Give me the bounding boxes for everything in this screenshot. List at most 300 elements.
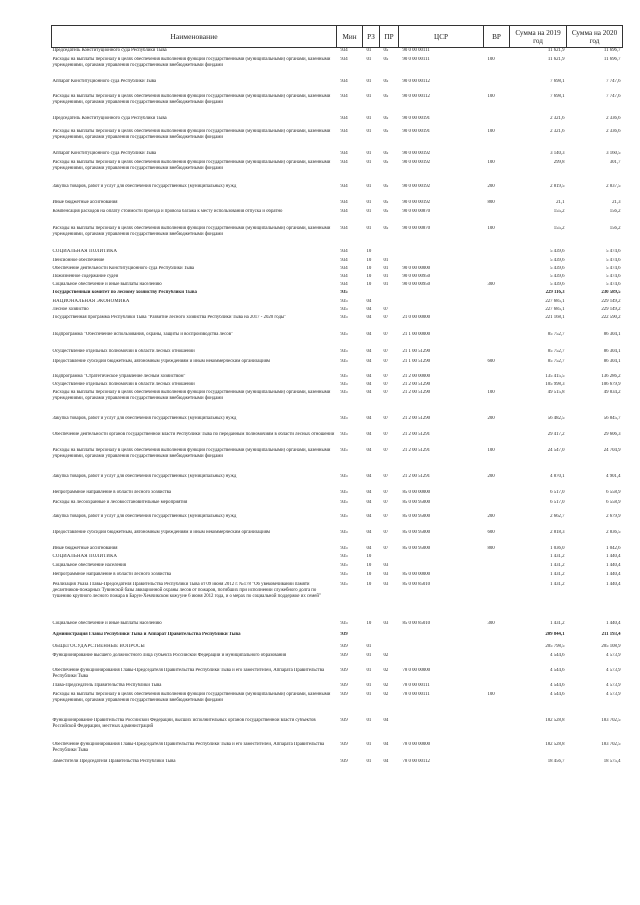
row-csr: 85 0 00 95000 — [402, 545, 431, 551]
row-sum-2020: 136 286,2 — [601, 373, 621, 379]
row-min: 934 — [340, 265, 348, 271]
row-sum-2020: 4 573,9 — [606, 652, 621, 658]
table-row — [52, 554, 623, 563]
row-name: Социальное обеспечение и иные выплаты населению — [52, 281, 162, 287]
table-row — [52, 184, 623, 200]
row-pr — [380, 644, 399, 653]
row-vr — [484, 632, 510, 644]
row-min: 939 — [340, 631, 348, 637]
row-sum-2020: 4 573,9 — [606, 682, 621, 688]
table-row — [52, 307, 623, 315]
row-min: 939 — [340, 652, 348, 658]
row-sum-2019: 1 431,2 — [550, 620, 565, 626]
row-pr: 07 — [383, 545, 389, 551]
row-sum-2020: 6 558,9 — [606, 499, 621, 505]
row-sum-2020: 1 440,4 — [606, 581, 621, 587]
row-name: Непрограммное направление в области лесного хозяйства — [52, 571, 172, 577]
row-sum-2020: 11 696,7 — [603, 56, 621, 62]
row-csr: 21 0 00 00000 — [402, 314, 431, 320]
row-pr: 03 — [383, 571, 389, 577]
row-csr — [399, 563, 484, 572]
row-csr: 90 0 00 00950 — [402, 273, 431, 279]
table-row — [52, 621, 623, 632]
row-sum-2019: 11 621,9 — [547, 48, 565, 53]
row-pr: 03 — [383, 562, 389, 568]
row-rz — [363, 632, 380, 644]
row-name: ОБЩЕГОСУДАРСТВЕННЫЕ ВОПРОСЫ — [52, 643, 145, 649]
row-csr — [399, 290, 484, 299]
table-row — [52, 668, 623, 683]
row-csr — [399, 258, 484, 266]
row-rz: 01 — [366, 199, 372, 205]
row-vr — [484, 572, 510, 582]
row-sum-2019: 182 528,8 — [545, 717, 565, 723]
row-pr: 05 — [383, 56, 389, 62]
row-sum-2019: 2 818,3 — [550, 529, 565, 535]
row-sum-2020: 86 304,1 — [603, 348, 621, 354]
row-name: Заместители Председателя Правительства Республики Тыва — [52, 758, 176, 764]
table-row — [52, 332, 623, 349]
row-sum-2020: 5 474,6 — [606, 281, 621, 287]
row-sum-2019: 18 456,7 — [547, 758, 565, 764]
table-row — [52, 79, 623, 94]
row-name: Иные бюджетные ассигнования — [52, 545, 118, 551]
row-sum-2019: 5 439,6 — [550, 273, 565, 279]
row-sum-2020: 56 845,7 — [603, 415, 621, 421]
row-sum-2019: 227 685,1 — [545, 298, 565, 304]
row-min: 934 — [340, 248, 348, 254]
row-rz: 01 — [366, 667, 372, 673]
row-sum-2019: 221 168,1 — [545, 314, 565, 320]
row-rz: 04 — [366, 473, 372, 479]
row-pr: 07 — [383, 348, 389, 354]
table-row — [52, 160, 623, 184]
row-csr — [399, 653, 484, 668]
row-csr: 78 0 00 00112 — [402, 758, 430, 764]
row-sum-2020: 24 704,9 — [603, 447, 621, 453]
row-csr: 85 0 00 00000 — [402, 571, 431, 577]
row-min: 939 — [340, 667, 348, 673]
row-csr: 90 0 00 00870 — [402, 208, 431, 214]
row-vr: 100 — [487, 389, 495, 395]
table-row — [52, 563, 623, 572]
row-sum-2019: 1 431,2 — [550, 581, 565, 587]
row-sum-2020: 2 336,6 — [606, 128, 621, 134]
row-rz: 01 — [366, 225, 372, 231]
row-sum-2019: 155,2 — [553, 225, 565, 231]
row-vr: 800 — [487, 545, 495, 551]
row-csr: 85 0 00 85010 — [402, 620, 431, 626]
row-pr — [380, 554, 399, 563]
row-rz: 10 — [366, 265, 372, 271]
row-min: 939 — [340, 741, 348, 747]
row-name: Обеспечение функционирования Главы-Председателя Правительства Республики Тыва и его заместителей, Аппарата Правительства Республики Тыва — [52, 667, 325, 679]
row-min: 934 — [340, 273, 348, 279]
row-name: Администрация Главы Республики Тыва и Аппарат Правительства Республики Тыва — [52, 631, 241, 637]
row-name: Иные бюджетные ассигнования — [52, 199, 118, 205]
row-min: 935 — [340, 620, 348, 626]
table-body — [52, 48, 623, 768]
row-vr: 600 — [487, 529, 495, 535]
row-rz: 01 — [366, 93, 372, 99]
row-sum-2020: 4 901,4 — [606, 473, 621, 479]
table-row — [52, 274, 623, 282]
row-rz: 10 — [366, 620, 372, 626]
row-rz: 04 — [366, 545, 372, 551]
row-min: 935 — [340, 447, 348, 453]
row-pr: 07 — [383, 447, 389, 453]
row-rz: 01 — [366, 652, 372, 658]
row-min: 934 — [340, 183, 348, 189]
row-vr — [484, 683, 510, 692]
table-row — [52, 500, 623, 514]
row-sum-2019: 4 544,6 — [550, 652, 565, 658]
row-sum-2020: 211 193,4 — [601, 631, 621, 637]
row-name: Закупка товаров, работ и услуг для обеспечения государственных (муниципальных) нужд — [52, 513, 237, 519]
row-vr — [484, 116, 510, 129]
row-min: 935 — [340, 415, 348, 421]
header-min: Мин — [337, 26, 363, 48]
row-min: 935 — [340, 358, 348, 364]
row-csr: 85 0 00 95000 — [402, 499, 431, 505]
row-vr — [484, 209, 510, 226]
row-rz: 01 — [366, 48, 372, 53]
row-min: 935 — [340, 348, 348, 354]
row-rz: 01 — [366, 691, 372, 697]
row-sum-2019: 11 621,9 — [547, 56, 565, 62]
row-pr: 07 — [383, 358, 389, 364]
row-min: 935 — [340, 545, 348, 551]
row-min: 934 — [340, 225, 348, 231]
table-row — [52, 432, 623, 448]
row-sum-2020: 1 440,4 — [606, 553, 621, 559]
row-sum-2019: 29 417,2 — [547, 431, 565, 437]
row-pr: 05 — [383, 208, 389, 214]
table-row — [52, 390, 623, 416]
row-sum-2020: 11 696,7 — [603, 48, 621, 53]
row-min: 935 — [340, 562, 348, 568]
row-sum-2019: 2 662,7 — [550, 513, 565, 519]
row-csr — [399, 307, 484, 315]
budget-table-sheet — [51, 25, 622, 768]
row-vr: 200 — [487, 183, 495, 189]
row-csr: 90 0 00 00192 — [402, 183, 431, 189]
table-row — [52, 226, 623, 249]
row-name: Функционирование Правительства Российской Федерации, высших исполнительных органов государственной власти субъектов Российской Федерации, местных администраций — [52, 717, 316, 729]
row-name: Закупка товаров, работ и услуг для обеспечения государственных (муниципальных) нужд — [52, 183, 237, 189]
row-pr: 07 — [383, 415, 389, 421]
row-pr: 02 — [383, 667, 389, 673]
row-sum-2020: 5 474,6 — [606, 273, 621, 279]
row-csr: 21 2 00 51290 — [402, 389, 431, 395]
table-row — [52, 382, 623, 390]
row-sum-2019: 105 998,3 — [545, 381, 565, 387]
row-csr: 90 0 00 00870 — [402, 225, 431, 231]
row-rz: 04 — [366, 306, 372, 312]
row-sum-2019: 6 517,0 — [550, 499, 565, 505]
row-sum-2019: 3 140,3 — [550, 150, 565, 156]
row-pr: 05 — [383, 183, 389, 189]
row-pr: 03 — [383, 581, 389, 587]
row-sum-2019: 182 528,8 — [545, 741, 565, 747]
row-sum-2020: 86 304,1 — [603, 331, 621, 337]
row-rz: 01 — [366, 717, 372, 723]
row-sum-2019: 205 798,5 — [545, 643, 565, 649]
row-name: Реализация Указа Главы-Председателя Правительства Республики Тыва от 09 июня 2012 г. №178 "Об увековечивании памяти десантников-пожарных Тувинской базы авиационной охраны лесов от пожаров, погибших при исполнении служебного долга по тушению крупного лесного пожара в Барун-Хемчикском кожууне 6 июня 2012 года, и о мерах по социальной поддержке их семей" — [52, 581, 321, 599]
row-sum-2020: 1 440,4 — [606, 620, 621, 626]
row-min: 935 — [340, 298, 348, 304]
row-pr — [380, 632, 399, 644]
row-csr: 21 2 00 51290 — [402, 381, 431, 387]
row-vr — [484, 349, 510, 359]
row-vr: 800 — [487, 199, 495, 205]
row-sum-2019: 1 431,2 — [550, 553, 565, 559]
table-row — [52, 57, 623, 79]
row-name: Социальное обеспечение и иные выплаты населению — [52, 620, 162, 626]
row-csr: 90 0 00 00950 — [402, 281, 431, 287]
row-sum-2019: 24 547,0 — [547, 447, 565, 453]
row-sum-2019: 299,8 — [553, 159, 565, 165]
row-csr: 21 2 00 51291 — [402, 431, 431, 437]
row-vr — [484, 290, 510, 299]
row-min: 935 — [340, 571, 348, 577]
row-rz: 10 — [366, 571, 372, 577]
row-vr — [484, 249, 510, 258]
row-vr — [484, 563, 510, 572]
row-min: 935 — [340, 581, 348, 587]
row-name: СОЦИАЛЬНАЯ ПОЛИТИКА — [52, 553, 118, 559]
row-pr: 05 — [383, 225, 389, 231]
row-sum-2020: 183 702,5 — [601, 717, 621, 723]
row-name: Обеспечение функционирования Главы-Председателя Правительства Республики Тыва и его заместителей, Аппарата Правительства Республики Тыва — [52, 741, 325, 753]
row-sum-2020: 156,2 — [609, 208, 621, 214]
row-sum-2020: 301,7 — [609, 159, 621, 165]
row-name: Расходы на выплаты персоналу в целях обеспечения выполнения функций государственными (муниципальными) органами, казенными учреждениями, органами управления государственными внебюджетными фондами — [52, 225, 331, 237]
row-vr — [484, 582, 510, 621]
row-sum-2019: 85 752,7 — [547, 358, 565, 364]
row-name: Расходы на выплаты персоналу в целях обеспечения выполнения функций государственными (муниципальными) органами, казенными учреждениями, органами управления государственными внебюджетными фондами — [52, 56, 331, 68]
row-sum-2020: 1 440,4 — [606, 571, 621, 577]
row-min: 934 — [340, 48, 348, 53]
row-csr — [399, 554, 484, 563]
row-sum-2019: 85 752,7 — [547, 331, 565, 337]
row-vr — [484, 315, 510, 332]
row-min: 935 — [340, 499, 348, 505]
row-pr: 07 — [383, 489, 389, 495]
row-vr — [484, 668, 510, 683]
row-rz — [363, 290, 380, 299]
row-sum-2020: 229 149,2 — [601, 306, 621, 312]
row-min: 935 — [340, 473, 348, 479]
table-row — [52, 151, 623, 160]
row-sum-2019: 4 544,6 — [550, 667, 565, 673]
table-row — [52, 349, 623, 359]
row-pr: 05 — [383, 150, 389, 156]
row-min: 935 — [340, 553, 348, 559]
header-rz: РЗ — [363, 26, 380, 48]
row-vr: 100 — [487, 93, 495, 99]
row-vr — [484, 258, 510, 266]
row-min: 935 — [340, 331, 348, 337]
row-pr: 05 — [383, 128, 389, 134]
row-name: Осуществление отдельных полномочий в области лесных отношений — [52, 381, 195, 387]
row-sum-2020: 205 108,9 — [601, 643, 621, 649]
row-min: 939 — [340, 682, 348, 688]
row-sum-2019: 2 321,6 — [550, 128, 565, 134]
row-vr — [484, 79, 510, 94]
row-min: 939 — [340, 643, 348, 649]
row-sum-2020: 4 573,9 — [606, 667, 621, 673]
row-sum-2019: 85 752,7 — [547, 348, 565, 354]
table-row — [52, 644, 623, 653]
row-name: НАЦИОНАЛЬНАЯ ЭКОНОМИКА — [52, 298, 130, 304]
row-rz: 04 — [366, 389, 372, 395]
row-sum-2020: 106 679,9 — [601, 381, 621, 387]
row-csr: 78 0 00 00000 — [402, 741, 431, 747]
row-min: 939 — [340, 691, 348, 697]
row-rz: 04 — [366, 499, 372, 505]
row-rz: 04 — [366, 431, 372, 437]
row-sum-2020: 2 336,6 — [606, 115, 621, 121]
row-csr: 85 0 00 95000 — [402, 529, 431, 535]
row-sum-2020: 7 747,6 — [606, 93, 621, 99]
budget-table — [51, 25, 623, 768]
row-pr: 04 — [383, 717, 389, 723]
row-pr: 07 — [383, 499, 389, 505]
row-name: Государственный комитет по лесному хозяйству Республики Тыва — [52, 289, 197, 295]
row-sum-2020: 230 589,5 — [601, 289, 621, 295]
row-vr — [484, 266, 510, 274]
row-csr: 90 0 00 00112 — [402, 93, 430, 99]
table-header — [52, 26, 623, 48]
row-pr: 05 — [383, 115, 389, 121]
table-row — [52, 266, 623, 274]
row-sum-2019: 5 439,6 — [550, 265, 565, 271]
row-name: Расходы на выплаты персоналу в целях обеспечения выполнения функций государственными (муниципальными) органами, казенными учреждениями, органами управления государственными внебюджетными фондами — [52, 389, 331, 401]
table-row — [52, 290, 623, 299]
row-sum-2019: 4 870,1 — [550, 473, 565, 479]
row-sum-2020: 21,3 — [612, 199, 621, 205]
row-name: Лесное хозяйство — [52, 306, 89, 312]
row-vr: 200 — [487, 513, 495, 519]
row-rz: 10 — [366, 257, 372, 263]
row-csr: 21 2 00 00000 — [402, 373, 431, 379]
table-row — [52, 200, 623, 209]
row-sum-2019: 229 116,3 — [545, 289, 565, 295]
row-name: Предоставление субсидий бюджетным, автономным учреждениям и иным некоммерческим организациям — [52, 358, 270, 364]
row-min: 935 — [340, 373, 348, 379]
row-csr: 90 0 00 00192 — [402, 159, 431, 165]
row-sum-2020: 156,2 — [609, 225, 621, 231]
row-rz: 01 — [366, 115, 372, 121]
table-row — [52, 48, 623, 57]
row-sum-2020: 5 474,6 — [606, 265, 621, 271]
row-name: Обеспечение деятельности Конституционного суда Республики Тыва — [52, 265, 195, 271]
row-name: Компенсация расходов на оплату стоимости проезда и провоза багажа к месту использования отпуска и обратно — [52, 208, 283, 214]
table-row — [52, 653, 623, 668]
row-rz: 01 — [366, 741, 372, 747]
table-row — [52, 474, 623, 490]
row-pr: 04 — [383, 758, 389, 764]
row-pr: 05 — [383, 48, 389, 53]
row-csr: 21 2 00 51291 — [402, 473, 431, 479]
row-pr: 02 — [383, 691, 389, 697]
row-rz: 04 — [366, 358, 372, 364]
row-name: Расходы на лесоохранные и лесовосстановительные мероприятия — [52, 499, 188, 505]
row-csr: 90 0 00 00000 — [402, 265, 431, 271]
row-pr: 07 — [383, 431, 389, 437]
row-sum-2020: 2 837,5 — [606, 183, 621, 189]
row-min: 939 — [340, 717, 348, 723]
row-pr: 07 — [383, 473, 389, 479]
table-row — [52, 683, 623, 692]
row-min: 934 — [340, 281, 348, 287]
table-row — [52, 742, 623, 759]
row-rz: 10 — [366, 562, 372, 568]
row-vr — [484, 48, 510, 57]
row-name: Расходы на выплаты персоналу в целях обеспечения выполнения функций государственными (муниципальными) органами, казенными учреждениями, органами управления государственными внебюджетными фондами — [52, 128, 331, 140]
row-rz: 01 — [366, 183, 372, 189]
row-pr: 05 — [383, 93, 389, 99]
row-vr — [484, 374, 510, 382]
row-csr: 85 0 00 95000 — [402, 513, 431, 519]
row-name: Обеспечение деятельности органов государственной власти Республики Тыва по переданным полномочиям в области лесных отношений — [52, 431, 335, 437]
row-pr: 07 — [383, 389, 389, 395]
row-sum-2019: 56 482,5 — [547, 415, 565, 421]
table-row — [52, 129, 623, 151]
row-min: 934 — [340, 128, 348, 134]
row-csr: 90 0 00 00111 — [402, 48, 430, 53]
row-sum-2020: 29 606,3 — [603, 431, 621, 437]
row-pr: 07 — [383, 331, 389, 337]
row-pr: 05 — [383, 199, 389, 205]
row-sum-2019: 5 439,6 — [550, 257, 565, 263]
row-sum-2020: 2 836,5 — [606, 529, 621, 535]
row-pr: 05 — [383, 78, 389, 84]
row-name: Социальное обеспечение населения — [52, 562, 126, 568]
row-sum-2020: 222 590,2 — [601, 314, 621, 320]
header-sum-2019: Сумма на 2019 год — [510, 26, 567, 48]
row-vr — [484, 653, 510, 668]
row-vr — [484, 759, 510, 768]
row-rz: 10 — [366, 553, 372, 559]
row-csr: 21 1 00 51290 — [402, 348, 431, 354]
row-pr: 01 — [383, 273, 389, 279]
row-rz: 01 — [366, 208, 372, 214]
table-row — [52, 209, 623, 226]
row-sum-2019: 1 431,2 — [550, 571, 565, 577]
row-min: 934 — [340, 78, 348, 84]
row-sum-2019: 135 415,5 — [545, 373, 565, 379]
row-pr: 07 — [383, 314, 389, 320]
row-min: 935 — [340, 314, 348, 320]
table-row — [52, 282, 623, 290]
row-name: Подпрограмма "Обеспечение использования, охраны, защиты и воспроизводства лесов" — [52, 331, 233, 337]
row-vr: 100 — [487, 691, 495, 697]
row-sum-2020: 86 304,1 — [603, 358, 621, 364]
table-row — [52, 374, 623, 382]
row-sum-2020: 7 747,6 — [606, 78, 621, 84]
row-rz: 04 — [366, 348, 372, 354]
row-name: Расходы на выплаты персоналу в целях обеспечения выполнения функций государственными (муниципальными) органами, казенными учреждениями, органами управления государственными внебюджетными фондами — [52, 691, 331, 703]
row-pr: 01 — [383, 257, 389, 263]
row-sum-2019: 5 439,6 — [550, 248, 565, 254]
row-sum-2019: 7 698,1 — [550, 93, 565, 99]
row-rz: 10 — [366, 248, 372, 254]
row-csr: 90 0 00 00191 — [402, 128, 431, 134]
table-row — [52, 514, 623, 530]
row-min: 935 — [340, 529, 348, 535]
